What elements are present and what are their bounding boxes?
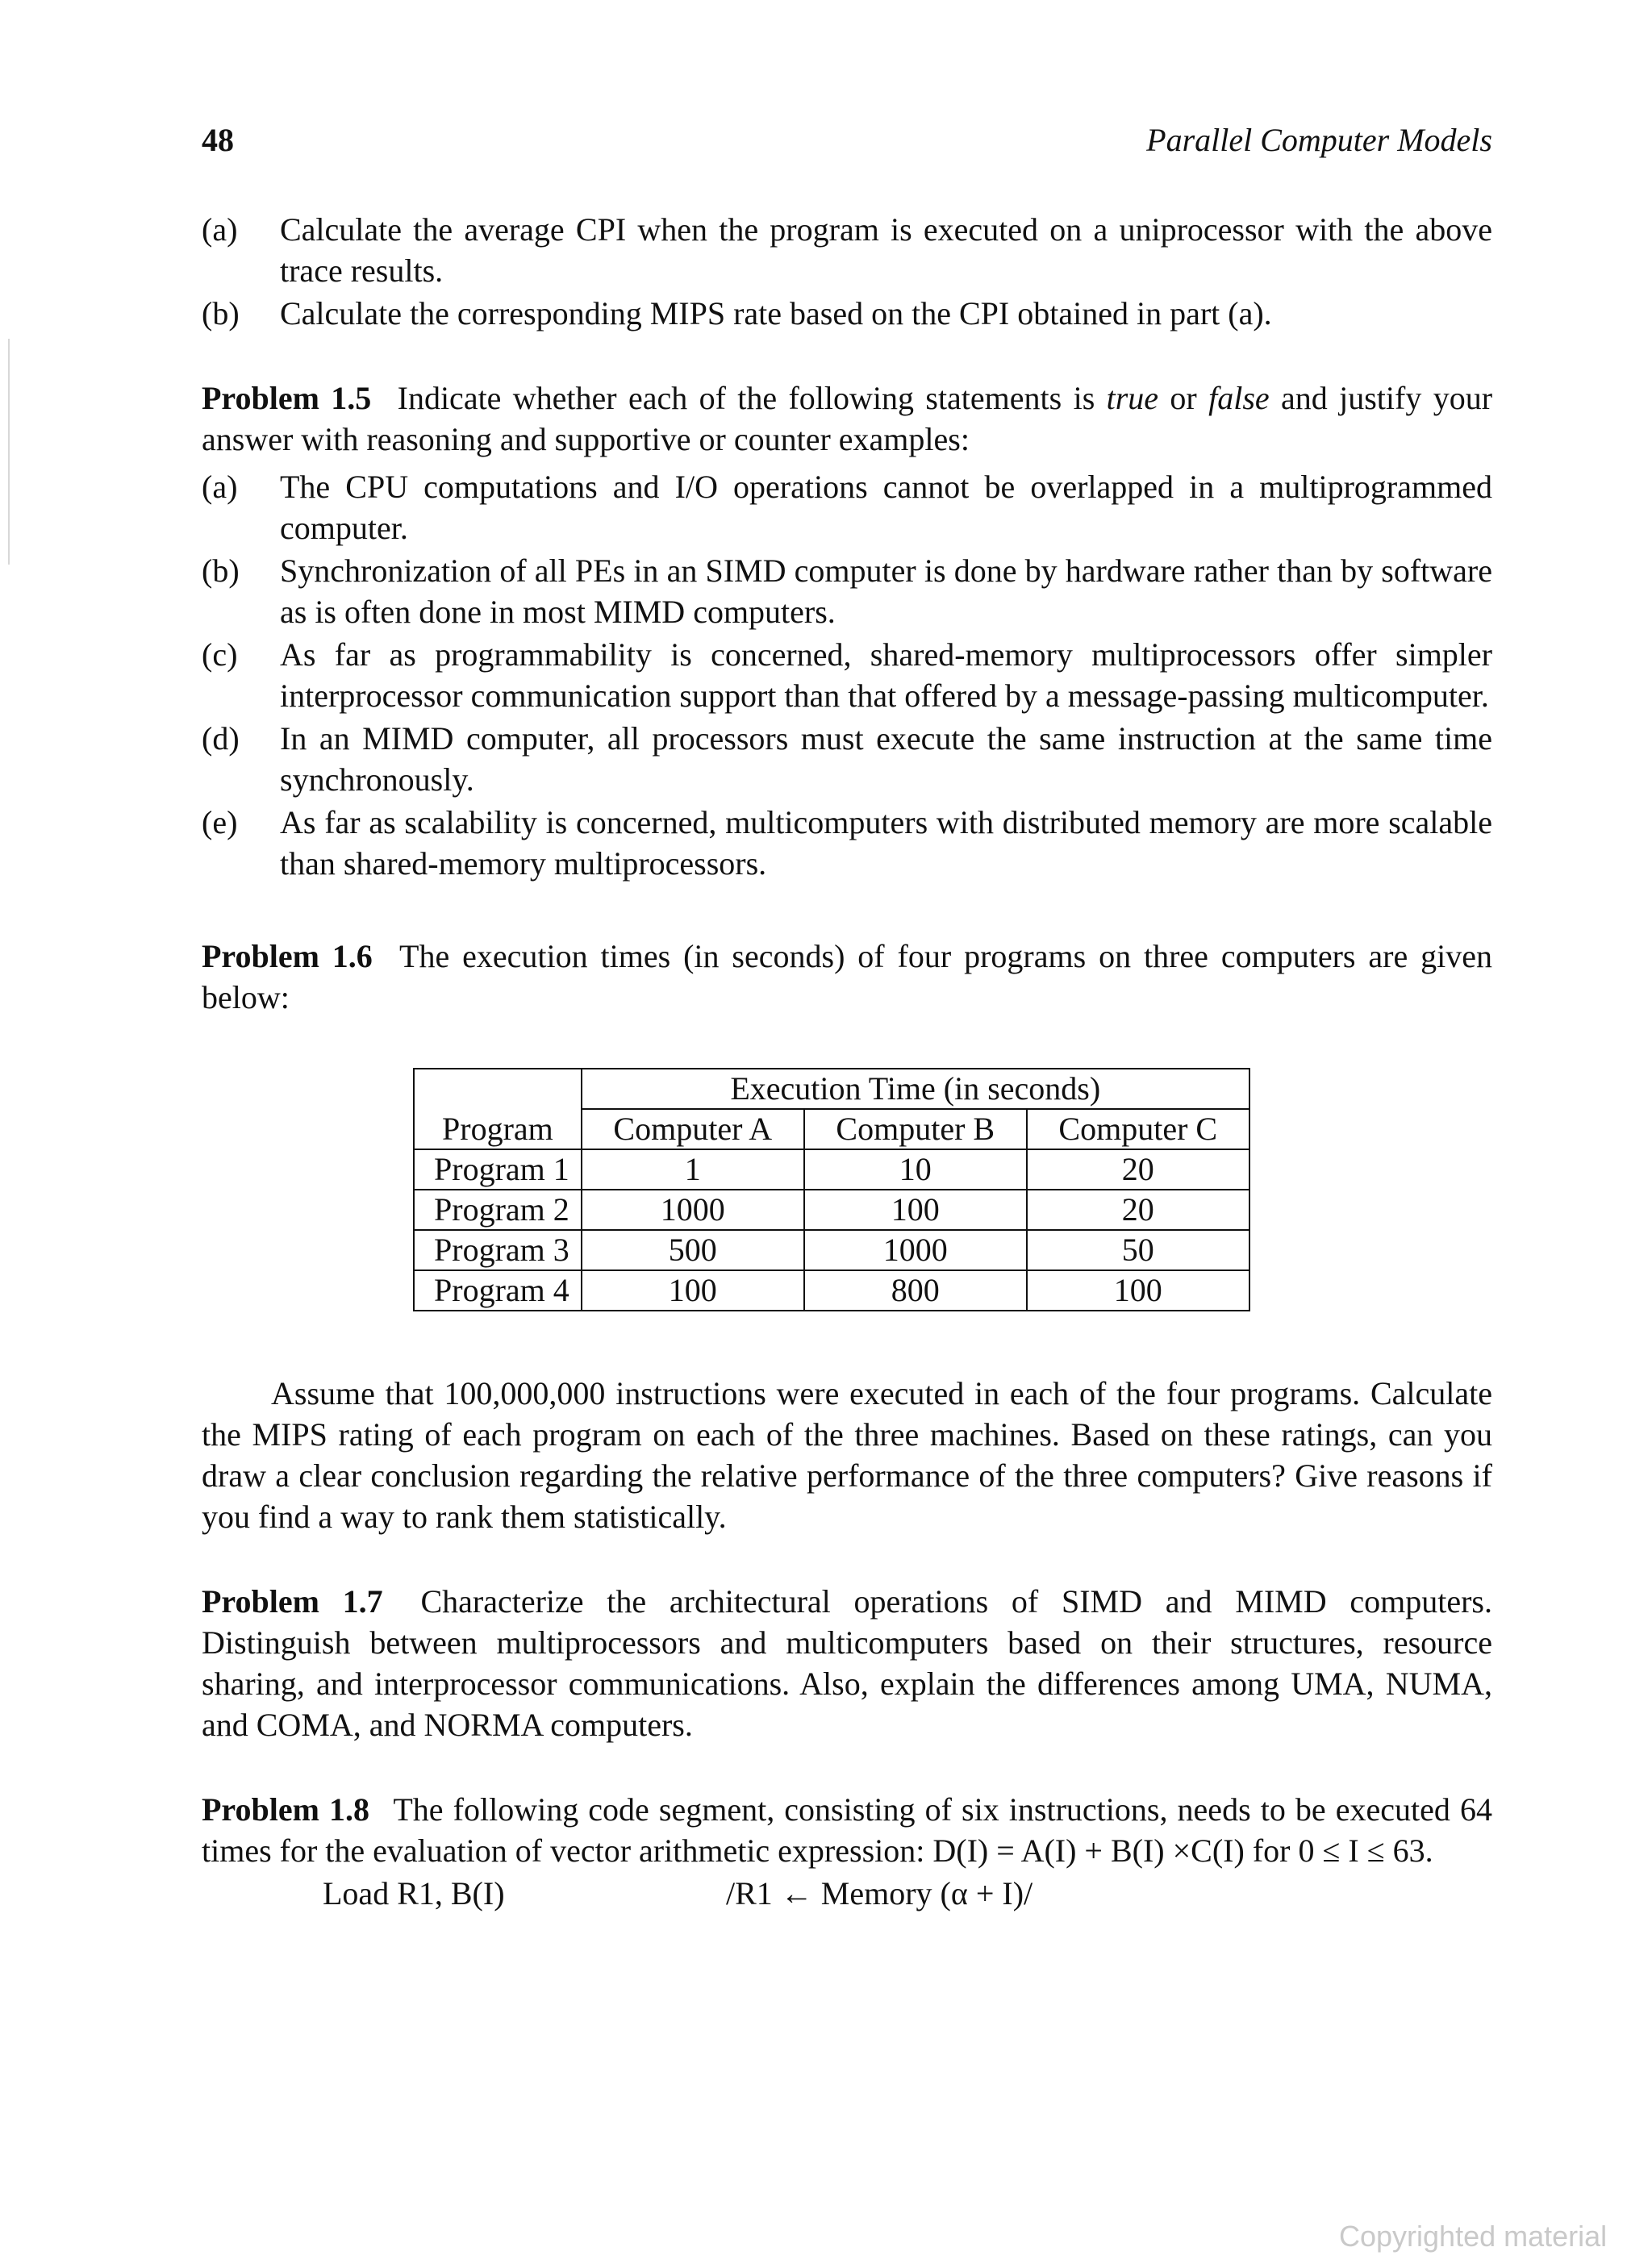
table-cell: 1000 [582, 1190, 804, 1230]
item-label: (e) [202, 804, 238, 840]
problem-1-5 [202, 377, 1492, 884]
scan-margin-line [8, 339, 10, 565]
table-row [414, 1149, 1249, 1190]
table-cell: 500 [582, 1230, 804, 1270]
table-header-row [414, 1069, 1249, 1109]
item-text: Synchronization of all PEs in an SIMD computer is done by hardware rather than by software as is often done in most MIMD computers. [280, 552, 1492, 630]
item-text: As far as scalability is concerned, multicomputers with distributed memory are more scalable than shared-memory multiprocessors. [280, 804, 1492, 882]
problem-number: Problem 1.8 [202, 1791, 369, 1828]
table-column-header: Computer A [582, 1109, 804, 1149]
table-row-label: Program 2 [414, 1190, 582, 1230]
code-comment: /R1 ← Memory (α + I)/ [726, 1875, 1033, 1912]
problem-number: Problem 1.7 [202, 1583, 383, 1620]
problem-1-8-statement [202, 1789, 1492, 1871]
table-cell: 20 [1027, 1149, 1249, 1190]
list-item [202, 634, 1492, 716]
table-header-blank [414, 1069, 582, 1109]
table-column-header: Computer C [1027, 1109, 1249, 1149]
intro-before-true: Indicate whether each of the following statements is [397, 380, 1095, 416]
word-true: true [1106, 380, 1159, 416]
problem-1-5-items [202, 466, 1492, 884]
running-title: Parallel Computer Models [1146, 122, 1492, 158]
table-row [414, 1230, 1249, 1270]
copyright-watermark: Copyrighted material [1339, 2220, 1608, 2253]
code-instruction: Load R1, B(I) [323, 1875, 505, 1912]
problem-1-6 [202, 936, 1492, 1537]
table-row [414, 1270, 1249, 1311]
item-text: The CPU computations and I/O operations cannot be overlapped in a multiprogrammed computer. [280, 469, 1492, 546]
book-page [202, 121, 1492, 1914]
item-label: (a) [202, 211, 238, 248]
item-text: Calculate the average CPI when the program is executed on a uniprocessor with the above trace results. [280, 211, 1492, 289]
problem-intro: The execution times (in seconds) of four programs on three computers are given below: [202, 938, 1492, 1015]
item-label: (b) [202, 295, 240, 331]
item-label: (a) [202, 469, 238, 505]
table-cell: 50 [1027, 1230, 1249, 1270]
table-row-label: Program 1 [414, 1149, 582, 1190]
problem-text: The following code segment, consisting of six instructions, needs to be executed 64 times for the evaluation of vector arithmetic expression: D(I) = A(I) + B(I) ×C(I) for 0 ≤ I ≤ 63. [202, 1791, 1492, 1869]
problem-number: Problem 1.6 [202, 938, 373, 974]
table-column-header: Computer B [804, 1109, 1027, 1149]
problem-1-5-statement [202, 377, 1492, 460]
list-item [202, 209, 1492, 291]
code-line [202, 1873, 1492, 1914]
execution-time-table [413, 1068, 1250, 1311]
list-item [202, 550, 1492, 632]
running-head [202, 121, 1492, 159]
problem-intro [202, 380, 1492, 457]
table-row-label: Program 4 [414, 1270, 582, 1311]
problem-1-7 [202, 1581, 1492, 1745]
table-cell: 10 [804, 1149, 1027, 1190]
table-cell: 20 [1027, 1190, 1249, 1230]
table-group-header: Execution Time (in seconds) [582, 1069, 1249, 1109]
item-label: (d) [202, 720, 240, 757]
word-false: false [1208, 380, 1270, 416]
item-text: In an MIMD computer, all processors must execute the same instruction at the same time synchronously. [280, 720, 1492, 798]
word-or: or [1170, 380, 1197, 416]
problem-1-8 [202, 1789, 1492, 1914]
list-item [202, 718, 1492, 800]
table-cell: 1 [582, 1149, 804, 1190]
problem-text: Characterize the architectural operations of SIMD and MIMD computers. Distinguish between multiprocessors and multicomputers based on their structures, resource sharing, and interprocessor communications. Also, explain the differences among UMA, NUMA, and COMA, and NORMA computers. [202, 1583, 1493, 1743]
problem-1-6-statement [202, 936, 1492, 1018]
item-text: As far as programmability is concerned, shared-memory multiprocessors offer simpler interprocessor communication support than that offered by a message-passing multicomputer. [280, 636, 1492, 714]
carryover-item-list [202, 209, 1492, 334]
problem-number: Problem 1.5 [202, 380, 372, 416]
table-cell: 1000 [804, 1230, 1027, 1270]
item-label: (b) [202, 552, 240, 589]
table-cell: 100 [582, 1270, 804, 1311]
intro-after-false: and justify your answer with reasoning and supportive or counter examples: [202, 380, 1493, 457]
list-item [202, 293, 1492, 334]
list-item [202, 802, 1492, 884]
table-cell: 100 [1027, 1270, 1249, 1311]
page-number: 48 [202, 122, 234, 158]
table-cell: 100 [804, 1190, 1027, 1230]
item-text: Calculate the corresponding MIPS rate based on the CPI obtained in part (a). [280, 295, 1272, 331]
problem-1-7-statement [202, 1581, 1492, 1745]
table-program-header: Program [414, 1109, 582, 1149]
table-row [414, 1190, 1249, 1230]
problem-1-6-followup: Assume that 100,000,000 instructions were executed in each of the four programs. Calculate the MIPS rating of each program on each of the three machines. Based on these ratings, can you draw a clear conclusion regarding the relative performance of the three computers? Give reasons if you find a way to rank them statistically. [202, 1375, 1492, 1535]
table-header-row [414, 1109, 1249, 1149]
table-row-label: Program 3 [414, 1230, 582, 1270]
execution-table-wrap [202, 1068, 1492, 1311]
list-item [202, 466, 1492, 548]
item-label: (c) [202, 636, 238, 673]
table-cell: 800 [804, 1270, 1027, 1311]
